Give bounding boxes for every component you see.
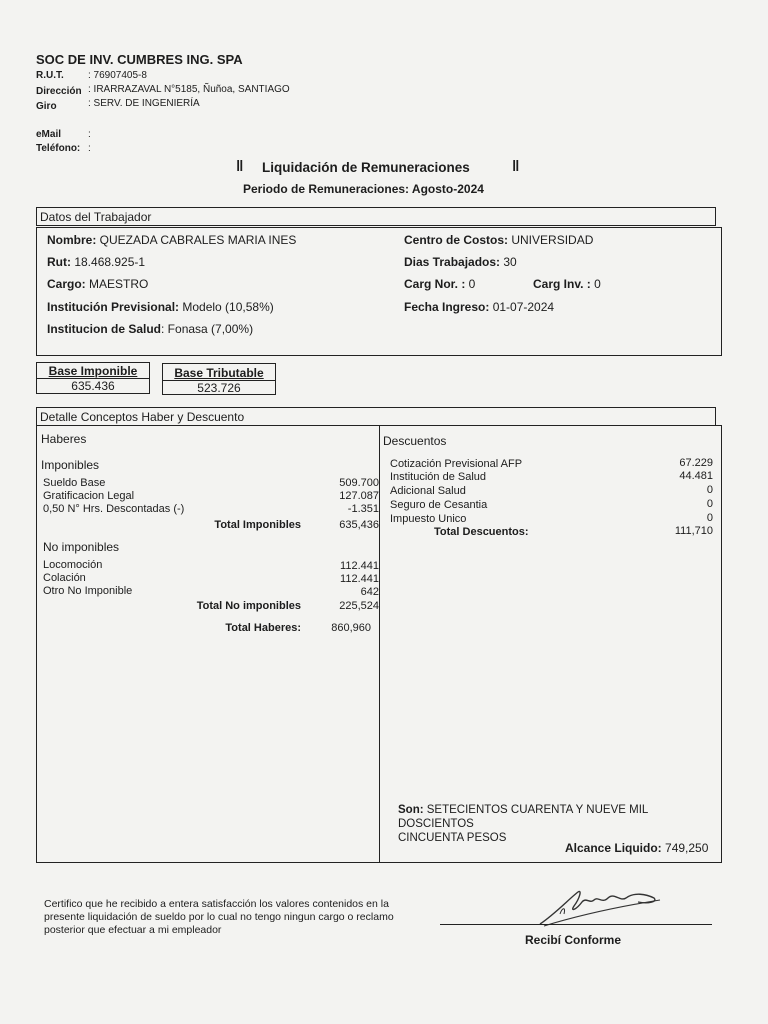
signature-line bbox=[440, 924, 712, 925]
descuento-item-label: Seguro de Cesantia bbox=[390, 499, 488, 511]
worker-centro-costos: Centro de Costos: UNIVERSIDAD bbox=[404, 233, 594, 247]
contact-info bbox=[36, 129, 136, 157]
detail-section-header bbox=[36, 407, 716, 426]
no-imponible-item-label: Otro No Imponible bbox=[43, 585, 133, 597]
worker-data-box bbox=[36, 227, 722, 356]
imponible-item-label: Gratificacion Legal bbox=[43, 490, 135, 502]
total-imponibles-value: 635,436 bbox=[339, 519, 379, 531]
rut-label: R.U.T. bbox=[36, 70, 64, 81]
detail-box bbox=[36, 425, 722, 863]
worker-prevision: Institución Previsional: Modelo (10,58%) bbox=[47, 300, 274, 314]
descuento-item-value: 67.229 bbox=[679, 457, 713, 469]
worker-salud: Institucion de Salud: Fonasa (7,00%) bbox=[47, 322, 254, 336]
descuento-item-label: Cotización Previsional AFP bbox=[390, 458, 523, 470]
total-no-imponibles-value: 225,524 bbox=[339, 600, 379, 612]
imponible-item-label: 0,50 N° Hrs. Descontadas (-) bbox=[43, 503, 185, 515]
worker-fecha-ingreso: Fecha Ingreso: 01-07-2024 bbox=[404, 300, 555, 314]
descuento-item-value: 44.481 bbox=[679, 470, 713, 482]
alcance-label: Alcance Liquido: bbox=[565, 841, 662, 855]
descuento-item-label: Impuesto Unico bbox=[390, 513, 467, 525]
worker-carg-inv: Carg Inv. : 0 bbox=[533, 277, 601, 291]
descuento-item-label: Adicional Salud bbox=[390, 485, 466, 497]
total-descuentos-value: 111,710 bbox=[674, 525, 713, 537]
imponible-item-value: 509.700 bbox=[339, 477, 379, 489]
total-haberes-label: Total Haberes: bbox=[225, 622, 301, 634]
company-info bbox=[36, 70, 336, 112]
certification-text bbox=[44, 898, 422, 937]
no-imponible-item-value: 112.441 bbox=[340, 573, 379, 585]
worker-dias-trabajados: Dias Trabajados: 30 bbox=[404, 255, 517, 269]
giro-value: : SERV. DE INGENIERÍA bbox=[88, 98, 200, 109]
recibi-conforme-label: Recibí Conforme bbox=[525, 933, 622, 947]
worker-cargo: Cargo: MAESTRO bbox=[47, 277, 149, 291]
son-label: Son: bbox=[398, 804, 424, 816]
no-imponibles-title: No imponibles bbox=[43, 540, 120, 554]
total-descuentos-label: Total Descuentos: bbox=[434, 526, 529, 538]
no-imponible-item-value: 112.441 bbox=[340, 560, 379, 572]
haberes-title: Haberes bbox=[41, 432, 87, 446]
cert-line: Certifico que he recibido a entera satisfacción los valores contenidos en la bbox=[44, 898, 389, 910]
descuentos-title: Descuentos bbox=[383, 434, 447, 448]
total-no-imponibles-label: Total No imponibles bbox=[196, 600, 301, 612]
descuento-item-value: 0 bbox=[706, 484, 713, 496]
descuento-item-value: 0 bbox=[706, 512, 713, 524]
base-imponible-box bbox=[36, 362, 150, 394]
worker-name: Nombre: QUEZADA CABRALES MARIA INES bbox=[47, 233, 297, 247]
alcance-liquido bbox=[565, 841, 708, 855]
no-imponible-item-label: Colación bbox=[43, 572, 86, 584]
amount-in-words bbox=[398, 803, 721, 845]
no-imponible-item-value: 642 bbox=[360, 586, 379, 598]
descuento-item-label: Institución de Salud bbox=[390, 471, 487, 483]
no-imponible-item-label: Locomoción bbox=[43, 559, 103, 571]
email-value: : bbox=[88, 129, 91, 140]
giro-label: Giro bbox=[36, 101, 57, 112]
detail-section-title: Detalle Conceptos Haber y Descuento bbox=[40, 410, 245, 424]
descuento-item-value: 0 bbox=[706, 498, 713, 510]
total-imponibles-label: Total Imponibles bbox=[214, 519, 301, 531]
son-line2: CINCUENTA PESOS bbox=[398, 832, 507, 844]
phone-label: Teléfono: bbox=[36, 143, 81, 154]
total-haberes-value: 860,960 bbox=[331, 622, 371, 634]
worker-section-title: Datos del Trabajador bbox=[40, 210, 152, 224]
cert-line: presente liquidación de sueldo por lo cual no tengo ningun cargo o reclamo bbox=[44, 911, 394, 923]
worker-rut: Rut: 18.468.925-1 bbox=[47, 255, 146, 269]
column-divider bbox=[379, 426, 380, 862]
base-imponible-label: Base Imponible bbox=[48, 364, 138, 378]
cert-line: posterior que efectuar a mi empleador bbox=[44, 924, 222, 936]
base-tributable-value: 523.726 bbox=[197, 381, 241, 395]
imponible-item-value: 127.087 bbox=[339, 490, 379, 502]
period-subtitle: Periodo de Remuneraciones: Agosto-2024 bbox=[243, 182, 484, 196]
imponibles-title: Imponibles bbox=[41, 458, 100, 472]
worker-carg-nor: Carg Nor. : 0 bbox=[404, 277, 476, 291]
title-bar-left: ‖ bbox=[236, 158, 244, 175]
title-bar-right: ‖ bbox=[512, 158, 520, 175]
son-line1: SETECIENTOS CUARENTA Y NUEVE MIL DOSCIENTOS bbox=[398, 804, 648, 830]
address-value: : IRARRAZAVAL N°5185, Ñuñoa, SANTIAGO bbox=[88, 84, 290, 95]
worker-section-header bbox=[36, 207, 716, 226]
rut-value: : 76907405-8 bbox=[88, 70, 147, 81]
alcance-value: 749,250 bbox=[661, 841, 709, 855]
base-imponible-value: 635.436 bbox=[71, 379, 115, 393]
page-title: Liquidación de Remuneraciones bbox=[262, 160, 470, 175]
base-tributable-label: Base Tributable bbox=[174, 366, 264, 380]
imponible-item-label: Sueldo Base bbox=[43, 477, 106, 489]
phone-value: : bbox=[88, 143, 91, 154]
address-label: Dirección bbox=[36, 86, 82, 97]
email-label: eMail bbox=[36, 129, 62, 140]
company-name: SOC DE INV. CUMBRES ING. SPA bbox=[36, 52, 243, 67]
imponible-item-value: -1.351 bbox=[347, 503, 379, 515]
base-tributable-box bbox=[162, 363, 276, 395]
